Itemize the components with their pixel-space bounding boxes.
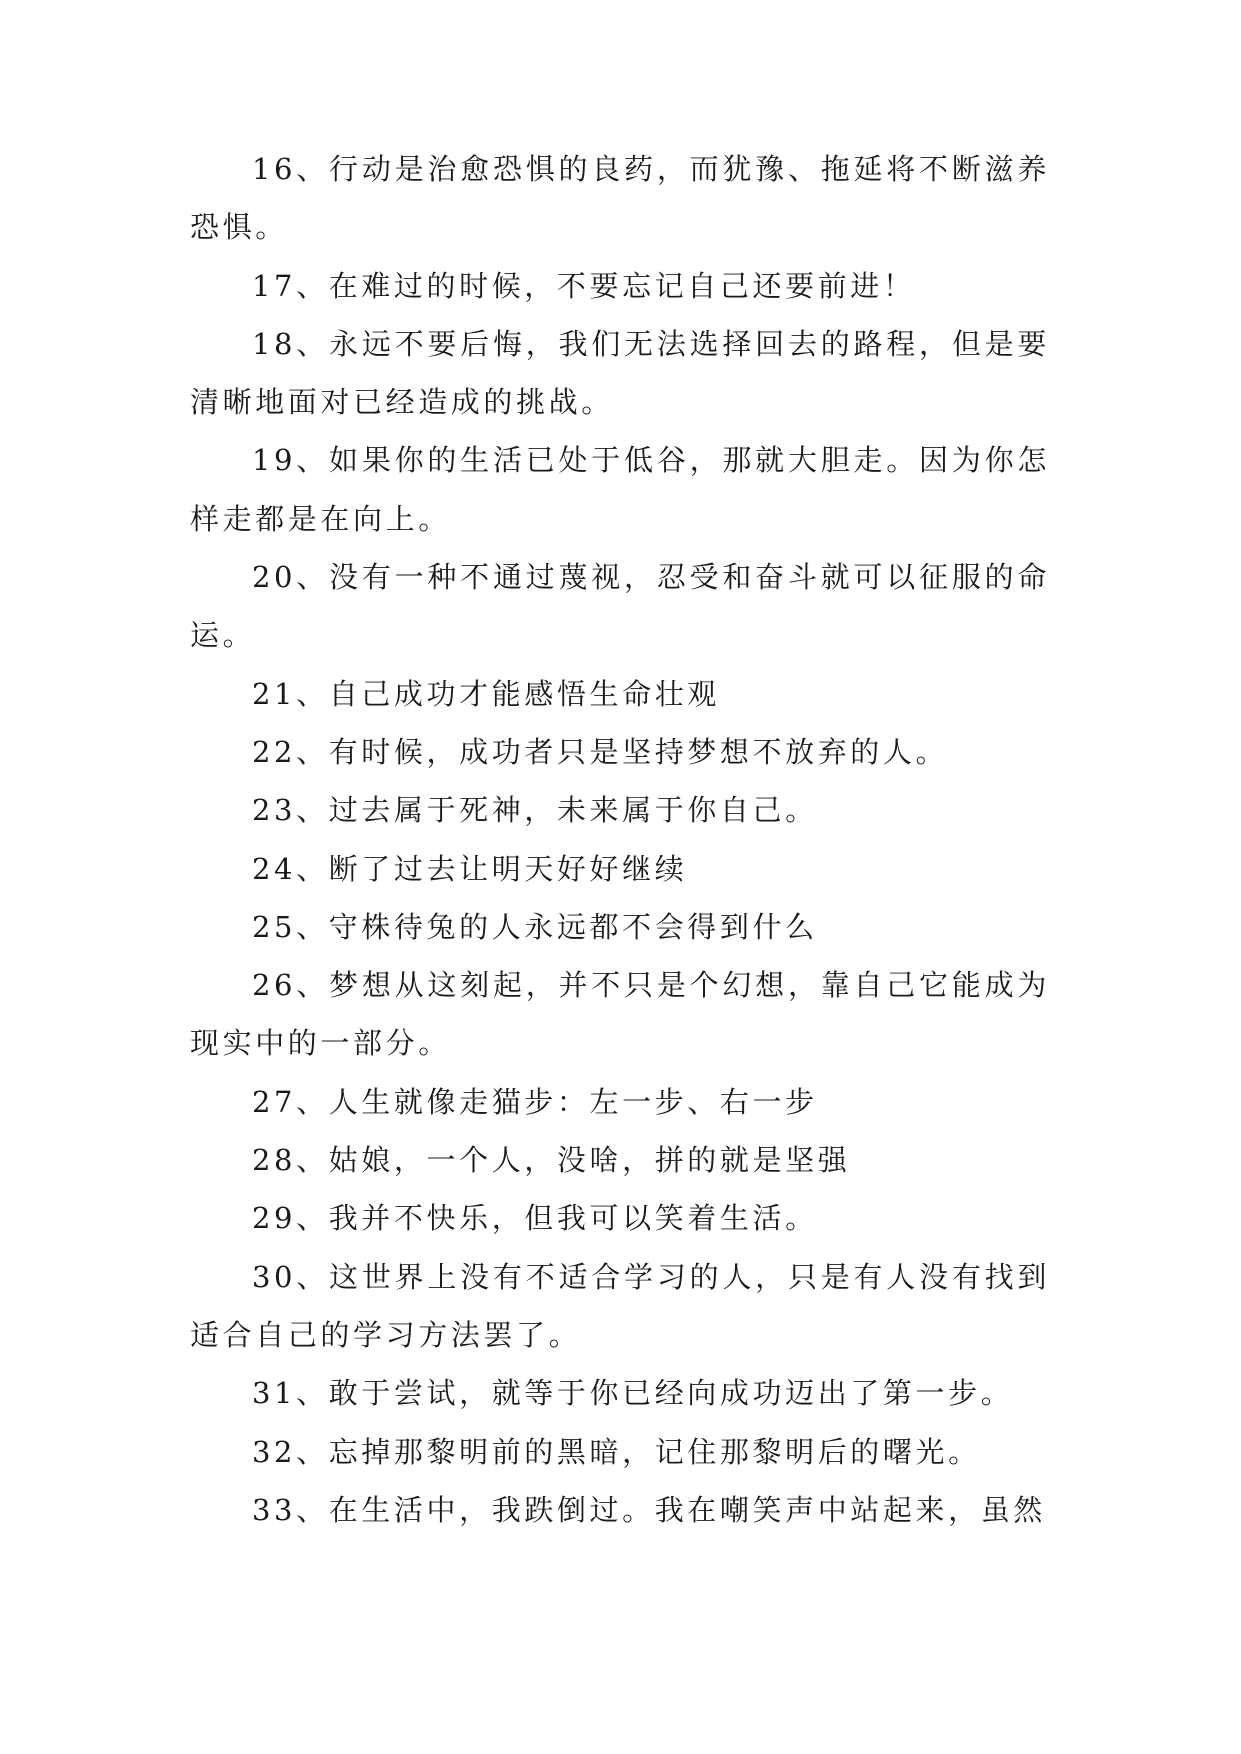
quote-32: 32、忘掉那黎明前的黑暗，记住那黎明后的曙光。	[252, 1434, 981, 1469]
quote-25: 25、守株待兔的人永远都不会得到什么	[252, 909, 818, 944]
quote-33: 33、在生活中，我跌倒过。我在嘲笑声中站起来，虽然	[252, 1492, 1046, 1527]
quote-23: 23、过去属于死神，未来属于你自己。	[252, 793, 818, 828]
quote-19: 19、如果你的生活已处于低谷，那就大胆走。因为你怎样走都是在向上。	[190, 443, 1050, 536]
quote-17: 17、在难过的时候，不要忘记自己还要前进！	[252, 268, 916, 303]
quote-31: 31、敢于尝试，就等于你已经向成功迈出了第一步。	[252, 1376, 1014, 1411]
quote-26: 26、梦想从这刻起，并不只是个幻想，靠自己它能成为现实中的一部分。	[190, 968, 1050, 1061]
quote-18: 18、永远不要后悔，我们无法选择回去的路程，但是要清晰地面对已经造成的挑战。	[190, 326, 1050, 420]
quote-27: 27、人生就像走猫步：左一步、右一步	[252, 1084, 818, 1119]
quote-21: 21、自己成功才能感悟生命壮观	[252, 676, 720, 711]
quote-28: 28、姑娘，一个人，没啥，拼的就是坚强	[252, 1143, 851, 1178]
quote-29: 29、我并不快乐，但我可以笑着生活。	[252, 1201, 818, 1236]
quote-22: 22、有时候，成功者只是坚持梦想不放弃的人。	[252, 734, 949, 769]
quote-30: 30、这世界上没有不适合学习的人，只是有人没有找到适合自己的学习方法罢了。	[190, 1259, 1050, 1352]
quote-16: 16、行动是治愈恐惧的良药，而犹豫、拖延将不断滋养恐惧。	[190, 152, 1050, 245]
quote-24: 24、断了过去让明天好好继续	[252, 851, 688, 886]
quote-20: 20、没有一种不通过蔑视，忍受和奋斗就可以征服的命运。	[190, 560, 1050, 653]
document-page	[190, 140, 1050, 1640]
